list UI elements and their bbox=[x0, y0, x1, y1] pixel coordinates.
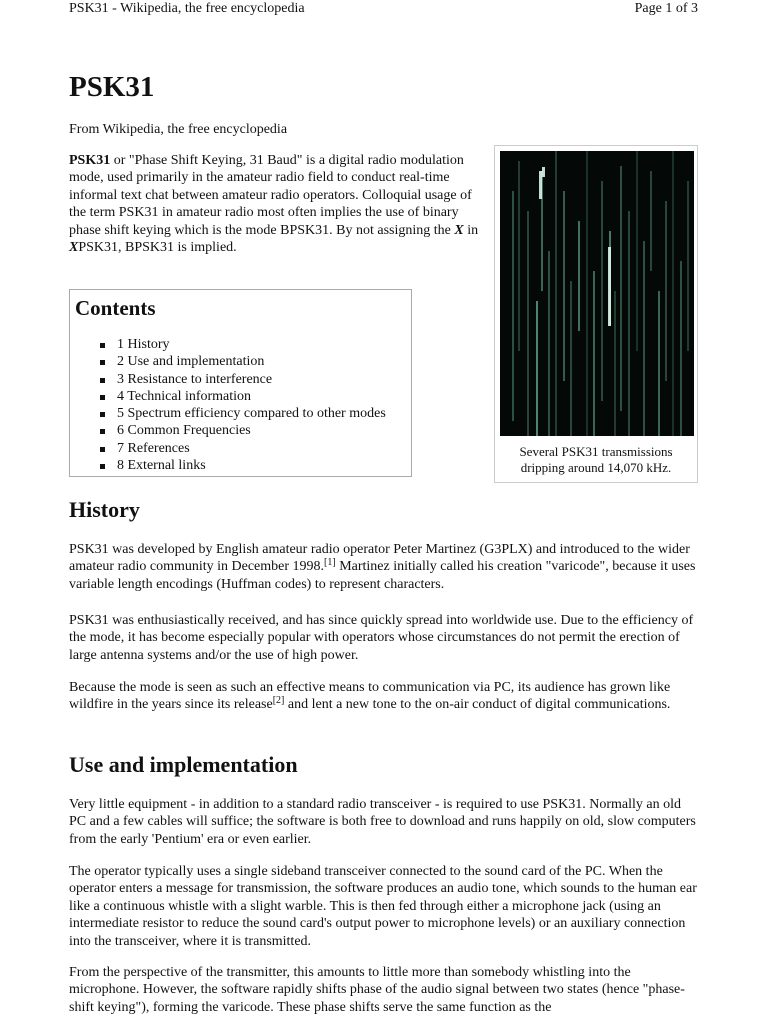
toc-item-resistance[interactable]: 3 Resistance to interference bbox=[100, 371, 406, 388]
intro-term: PSK31 bbox=[69, 153, 111, 168]
history-paragraph-3 bbox=[69, 679, 701, 714]
waterfall-trace bbox=[665, 201, 667, 381]
caption-line-2: dripping around 14,070 kHz. bbox=[520, 460, 672, 475]
waterfall-trace bbox=[593, 271, 595, 436]
intro-paragraph bbox=[69, 152, 479, 256]
toc-item-history[interactable]: 1 History bbox=[100, 336, 406, 353]
waterfall-trace bbox=[636, 151, 638, 351]
use-paragraph-2: The operator typically uses a single sideband transceiver connected to the sound card of the PC. When the operator enters a message for transmission, the software produces an audio tone, which sounds to the human ear like a continuous whistle with a slight warble. This is then fed through either a microphone jack (using an intermediate resistor to reduce the sound card's output power to microphone levels) or an auxiliary connection into the transceiver, where it is transmitted. bbox=[69, 864, 697, 949]
toc-item-technical[interactable]: 4 Technical information bbox=[100, 388, 406, 405]
waterfall-bright-trace bbox=[608, 247, 611, 326]
intro-x-2: X bbox=[69, 240, 79, 256]
intro-text-2: in bbox=[463, 222, 479, 238]
history-p3-text-b: and lent a new tone to the on-air conduct of digital communications. bbox=[284, 697, 671, 713]
waterfall-image[interactable] bbox=[500, 151, 694, 436]
waterfall-figure bbox=[494, 145, 698, 483]
ref-link-2[interactable]: [2] bbox=[272, 695, 285, 707]
waterfall-trace bbox=[643, 241, 645, 436]
waterfall-trace bbox=[548, 251, 550, 436]
waterfall-trace bbox=[555, 151, 557, 436]
history-paragraph-2: PSK31 was enthusiastically received, and has since quickly spread into worldwide use. Due to the efficiency of the mode, it has become especially popular with operators whose circumstances do not permit the erection of large antenna systems and/or the use of high power. bbox=[69, 613, 694, 663]
toc-item-use[interactable]: 2 Use and implementation bbox=[100, 353, 406, 370]
history-heading: History bbox=[69, 497, 140, 522]
history-p1-text: PSK31 was developed by English amateur radio operator Peter Martinez (G3PLX) and introduced to the wider amateur radio community in December 1998. bbox=[69, 542, 690, 575]
waterfall-trace bbox=[672, 151, 674, 436]
waterfall-trace bbox=[620, 166, 622, 411]
intro-x-1: X bbox=[454, 222, 464, 238]
use-paragraph-1: Very little equipment - in addition to a standard radio transceiver - is required to use PSK31. Normally an old PC and a few cables will suffice; the software is both free to download and runs happily on old, slow computers from the early 'Pentium' era or even earlier. bbox=[69, 797, 696, 847]
history-p1-text-b: Martinez initially called his creation "varicode", because it uses variable length encodings (Huffman codes) to represent characters. bbox=[69, 559, 696, 592]
waterfall-trace bbox=[578, 221, 580, 331]
waterfall-trace bbox=[614, 291, 616, 436]
use-paragraph-3: From the perspective of the transmitter, this amounts to little more than somebody whistling into the microphone. However, the software rapidly shifts phase of the audio signal between two states (hence "phase-shift keying"), forming the varicode. These phase shifts serve the same function as the bbox=[69, 965, 685, 1015]
waterfall-bright-trace bbox=[542, 167, 545, 177]
waterfall-trace bbox=[563, 191, 565, 381]
waterfall-trace bbox=[680, 261, 682, 436]
waterfall-trace bbox=[527, 211, 529, 436]
waterfall-trace bbox=[512, 191, 514, 421]
waterfall-trace bbox=[650, 171, 652, 271]
toc-title: Contents bbox=[75, 296, 156, 320]
table-of-contents bbox=[69, 289, 412, 477]
waterfall-trace bbox=[586, 151, 588, 436]
waterfall-trace bbox=[518, 161, 520, 351]
waterfall-trace bbox=[687, 181, 689, 351]
toc-item-external-links[interactable]: 8 External links bbox=[100, 457, 406, 474]
intro-text-3: PSK31, BPSK31 is implied. bbox=[78, 240, 237, 256]
ref-link-1[interactable]: [1] bbox=[324, 557, 336, 569]
toc-item-spectrum[interactable]: 5 Spectrum efficiency compared to other modes bbox=[100, 405, 406, 422]
page-header bbox=[69, 0, 698, 20]
waterfall-trace bbox=[536, 301, 538, 436]
waterfall-bright-trace bbox=[539, 171, 542, 199]
toc-list bbox=[75, 336, 406, 474]
caption-line-1: Several PSK31 transmissions bbox=[519, 444, 673, 459]
header-page-number: Page 1 of 3 bbox=[634, 1, 698, 16]
waterfall-trace bbox=[658, 291, 660, 436]
waterfall-trace bbox=[628, 211, 630, 436]
history-p3-text: Because the mode is seen as such an effective means to communication via PC, its audience has grown like wildfire in the years since its release bbox=[69, 680, 671, 713]
page-title: PSK31 bbox=[69, 71, 155, 103]
history-paragraph-1 bbox=[69, 541, 701, 593]
toc-item-frequencies[interactable]: 6 Common Frequencies bbox=[100, 422, 406, 439]
tagline: From Wikipedia, the free encyclopedia bbox=[69, 122, 288, 137]
figure-caption bbox=[495, 444, 697, 476]
waterfall-trace bbox=[601, 181, 603, 401]
waterfall-trace bbox=[570, 281, 572, 436]
toc-item-references[interactable]: 7 References bbox=[100, 440, 406, 457]
header-document-title: PSK31 - Wikipedia, the free encyclopedia bbox=[69, 1, 305, 16]
use-heading: Use and implementation bbox=[69, 752, 298, 777]
intro-text-1: or "Phase Shift Keying, 31 Baud" is a digital radio modulation mode, used primarily in the amateur radio field to conduct real-time informal text chat between amateur radio operators. Colloquial usage of the term PSK31 in amateur radio most often implies the use of binary phase shift keying which is the mode BPSK31. By not assigning the bbox=[69, 153, 472, 238]
